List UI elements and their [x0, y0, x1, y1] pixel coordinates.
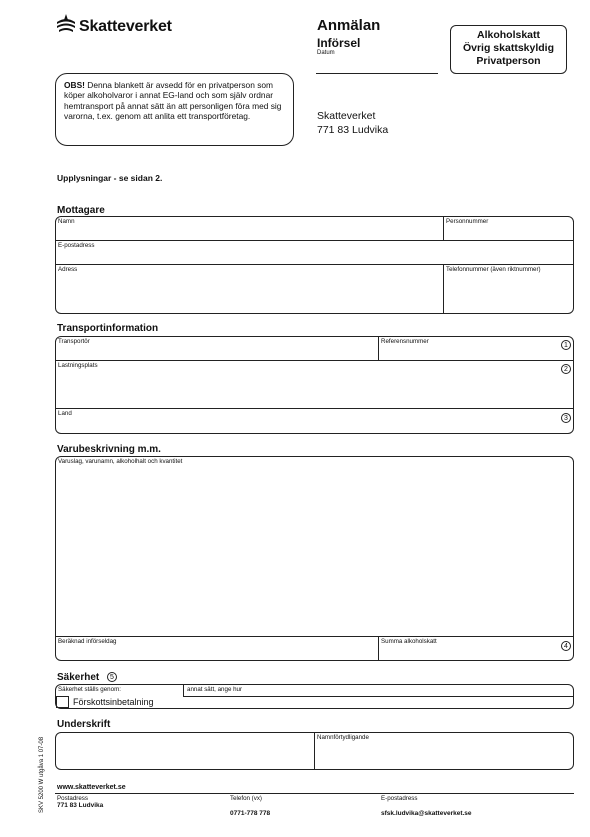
email-label: E-postadress [58, 242, 95, 249]
signature-heading: Underskrift [57, 719, 111, 730]
phone-label: Telefonnummer (även riktnummer) [446, 266, 541, 273]
divider [55, 240, 574, 241]
recipient-line-2: 771 83 Ludvika [317, 124, 389, 136]
personnummer-field[interactable] [444, 225, 572, 239]
transport-heading: Transportinformation [57, 323, 159, 334]
reference-field[interactable] [379, 345, 559, 359]
name-label: Namn [58, 218, 75, 225]
form-title: Anmälan [317, 17, 381, 34]
address-label: Adress [58, 266, 78, 273]
info-line: Upplysningar - se sidan 2. [57, 173, 163, 183]
marker-4: 4 [561, 641, 571, 651]
name-clarification-field[interactable] [315, 741, 572, 769]
date-label: Datum [317, 50, 335, 56]
marker-3: 3 [561, 413, 571, 423]
loading-place-field[interactable] [56, 369, 556, 407]
personnummer-label: Personnummer [446, 218, 489, 225]
phone-field[interactable] [444, 273, 572, 312]
goods-desc-label: Varuslag, varunamn, alkoholhalt och kvantitet [58, 458, 183, 465]
alcohol-tax-sum-label: Summa alkoholskatt [381, 638, 437, 645]
divider [55, 636, 574, 637]
notice-box [55, 73, 294, 146]
marker-5: 5 [107, 672, 117, 682]
category-line-3: Privatperson [476, 55, 541, 67]
category-box [450, 25, 567, 74]
signature-field[interactable] [56, 733, 313, 769]
footer-phone-value: 0771-778 778 [230, 810, 271, 817]
address-field[interactable] [56, 273, 442, 312]
goods-heading: Varubeskrivning m.m. [57, 444, 161, 455]
category-line-1: Alkoholskatt [476, 29, 540, 41]
divider [55, 264, 574, 265]
crown-logo-icon [55, 12, 77, 36]
email-field[interactable] [56, 249, 572, 263]
form-code-side-text: SKV 5200 W utgåva 1 07-08 [39, 736, 45, 813]
reference-label: Referensnummer [381, 338, 429, 345]
security-via-label: Säkerhet ställs genom: [58, 686, 121, 693]
footer-postal-label: Postadress [57, 795, 88, 802]
logo-text: Skatteverket [79, 18, 172, 35]
import-date-label: Beräknad införseldag [58, 638, 117, 645]
security-heading: Säkerhet [57, 672, 100, 683]
loading-place-label: Lastningsplats [58, 362, 98, 369]
security-other-field[interactable] [260, 685, 572, 695]
mottagare-heading: Mottagare [57, 205, 105, 216]
footer-email-label: E-postadress [381, 795, 418, 802]
notice-bold: OBS! [64, 80, 85, 90]
marker-2: 2 [561, 364, 571, 374]
marker-1: 1 [561, 340, 571, 350]
name-field[interactable] [56, 225, 442, 239]
notice-text: Denna blankett är avsedd för en privatperson som köper alkoholvaror i annat EG-land och som själv ordnar hemtransport på annat sätt än att personligen föra med sig varorna, t.ex. genom att anlita ett transportföretag. [64, 80, 282, 121]
country-label: Land [58, 410, 72, 417]
footer-website: www.skatteverket.se [57, 784, 126, 791]
divider [183, 684, 184, 696]
country-field[interactable] [56, 417, 556, 432]
prepay-checkbox[interactable] [56, 696, 69, 708]
carrier-field[interactable] [56, 345, 377, 359]
footer-email-value: sfsk.ludvika@skatteverket.se [381, 810, 472, 817]
goods-desc-field[interactable] [56, 466, 572, 634]
alcohol-tax-sum-field[interactable] [379, 645, 559, 660]
form-subtitle: Införsel [317, 36, 361, 50]
footer-phone-label: Telefon (vx) [230, 795, 262, 802]
security-other-label: annat sätt, ange hur [187, 686, 243, 693]
prepay-label: Förskottsinbetalning [73, 697, 154, 707]
name-clarification-label: Namnförtydligande [317, 734, 369, 741]
footer-rule [55, 793, 574, 794]
recipient-address [317, 109, 388, 137]
divider [183, 696, 574, 697]
date-underline [316, 73, 438, 74]
divider [55, 408, 574, 409]
skatteverket-logo [55, 12, 185, 38]
carrier-label: Transportör [58, 338, 90, 345]
recipient-line-1: Skatteverket [317, 110, 376, 122]
import-date-field[interactable] [56, 645, 377, 660]
footer-postal-value: 771 83 Ludvika [57, 802, 104, 809]
divider [55, 360, 574, 361]
category-line-2: Övrig skattskyldig [462, 42, 555, 54]
date-field[interactable] [316, 57, 438, 73]
